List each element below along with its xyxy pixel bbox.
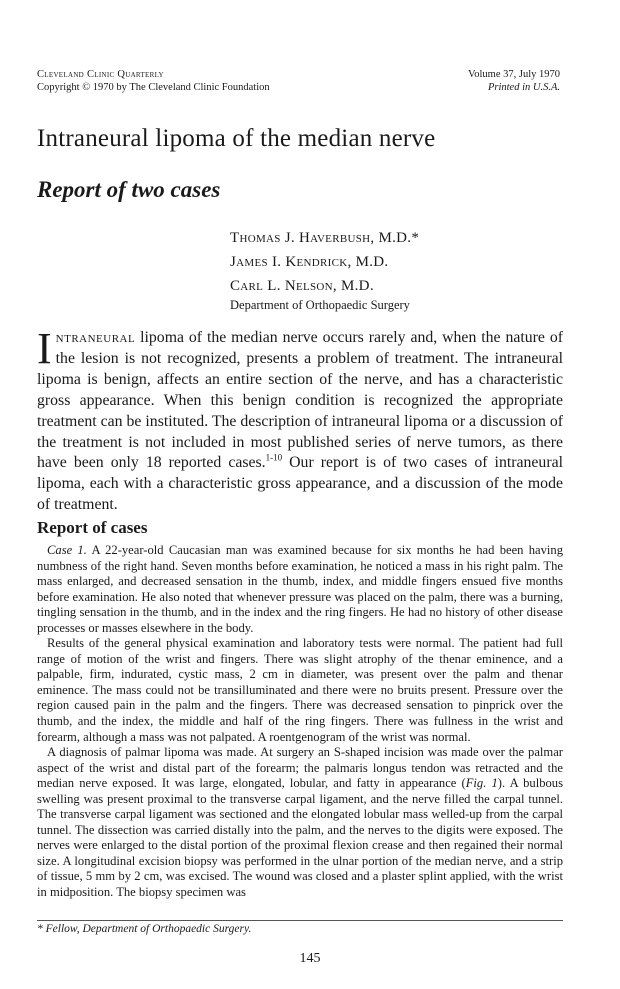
drop-cap: I	[37, 324, 52, 373]
author-2: James I. Kendrick, M.D.	[230, 254, 389, 270]
footnote: * Fellow, Department of Orthopaedic Surgery.	[37, 923, 252, 935]
footnote-divider	[37, 920, 563, 921]
body-paragraph-1	[37, 543, 563, 636]
body-paragraph-2	[37, 636, 563, 745]
paragraph-3-text-b: ). A bulbous swelling was present proximal to the transverse carpal ligament, and the nerve filled the carpal tunnel. The transverse carpal ligament was sectioned and the elongated lobular mass welled-up from the carpal tunnel. The dissection was carried distally into the palm, and the nerves to the digits were exposed. The nerves were enlarged to the distal portion of the proximal flexion crease and then regained their normal size. A longitudinal excision biopsy was performed in the ulnar portion of the median nerve, and a strip of tissue, 5 mm by 2 cm, was excised. The wound was closed and a plaster splint applied, with the wrist in midposition. The biopsy specimen was	[37, 776, 563, 900]
intro-text-a: lipoma of the median nerve occurs rarely and, when the nature of the lesion is not recognized, presents a problem of treatment. The intraneural lipoma is benign, affects an entire section of the nerve, and has a characteristic gross appearance. When this benign condition is recognized the appropriate treatment can be instituted. The description of intraneural lipoma or a discussion of the treatment is not included in most published series of nerve tumors, as there have been only 18 reported cases.	[37, 329, 563, 472]
intro-lead-word: ntraneural	[55, 329, 136, 346]
printed-line: Printed in U.S.A.	[487, 82, 560, 93]
article-subtitle: Report of two cases	[37, 177, 221, 202]
reference-marker: 1-10	[265, 453, 283, 464]
article-title: Intraneural lipoma of the median nerve	[37, 125, 436, 152]
intro-text-b: Our report is of two cases of intraneural lipoma, each with a characteristic gross appearance, and a discussion of the mode of treatment.	[37, 454, 563, 514]
department-affiliation: Department of Orthopaedic Surgery	[230, 298, 410, 312]
running-header-left	[37, 68, 270, 94]
journal-name: Cleveland Clinic Quarterly	[37, 69, 164, 80]
body-paragraph-3	[37, 745, 563, 900]
case-label: Case 1.	[47, 543, 87, 557]
intro-paragraph	[37, 324, 563, 516]
paragraph-3-text-a: A diagnosis of palmar lipoma was made. At surgery an S-shaped incision was made over the palmar aspect of the wrist and distal part of the forearm; the palmaris longus tendon was retracted and the median nerve exposed. It was large, elongated, lobular, and fatty in appearance (	[37, 745, 563, 791]
paragraph-1-text: A 22-year-old Caucasian man was examined because for six months he had been having numbness of the right hand. Seven months before examination, he noticed a mass in his right palm. The mass enlarged, and decreased sensation in the thumb, index, and middle fingers ensued five months before examination. He also noted that whenever pressure was placed on the palm, there was a burning, tingling sensation in the thumb, and in the index and the ring fingers. He had no history of other disease processes or masses elsewhere in the body.	[37, 543, 563, 635]
body-text	[37, 543, 563, 901]
author-block	[230, 226, 419, 313]
paragraph-2-text: Results of the general physical examination and laboratory tests were normal. The patient had full range of motion of the wrist and fingers. There was slight atrophy of the thenar eminence, and a palpable, firm, indurated, cystic mass, 2 cm in diameter, was present over the palm and thenar eminence. The mass could not be transilluminated and there were no bruits present. Pressure over the region caused pain in the palm and the fingers. There was decreased sensation to pinprick over the thumb, and the index, the middle and half of the ring fingers. There was fullness in the wrist and forearm, although a mass was not palpated. A roentgenogram of the wrist was normal.	[37, 636, 563, 744]
author-3: Carl L. Nelson, M.D.	[230, 278, 374, 294]
section-heading: Report of cases	[37, 518, 148, 537]
volume-line: Volume 37, July 1970	[468, 69, 560, 80]
page-number: 145	[299, 951, 321, 966]
author-1: Thomas J. Haverbush, M.D.*	[230, 230, 420, 246]
running-header-right	[468, 68, 560, 94]
copyright-line: Copyright © 1970 by The Cleveland Clinic Foundation	[37, 82, 270, 93]
figure-reference: Fig. 1	[465, 776, 498, 791]
